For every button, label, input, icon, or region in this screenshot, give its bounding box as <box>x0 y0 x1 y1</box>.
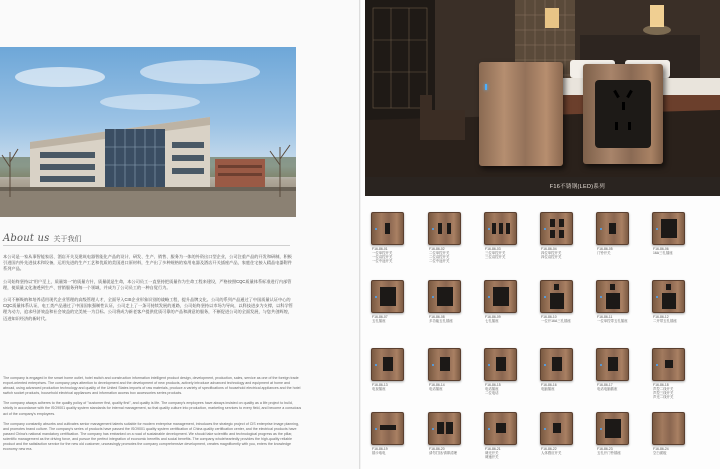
switch-panel-image <box>428 348 461 381</box>
led-indicator-icon <box>432 228 434 230</box>
rocker-key-icon <box>447 223 451 234</box>
rocker-key-icon <box>610 284 615 290</box>
product-code: F16-86-23 <box>597 447 613 451</box>
socket-face-icon <box>437 287 453 306</box>
socket-face-icon <box>380 287 396 306</box>
socket-face-icon <box>661 219 677 238</box>
rocker-key-icon <box>554 284 559 290</box>
product-code: F16-86-04 <box>541 247 557 251</box>
product-description: 电话插座 <box>429 387 443 391</box>
led-indicator-icon <box>488 228 490 230</box>
product-code: F16-86-07 <box>372 315 388 319</box>
led-indicator-icon <box>656 296 658 298</box>
product-code: F16-86-17 <box>597 383 613 387</box>
socket-face-icon <box>605 419 621 438</box>
switch-panel-image <box>540 412 573 445</box>
product-description: 二开带五孔插座 <box>653 319 677 323</box>
led-indicator-icon <box>656 364 658 366</box>
led-indicator-icon <box>544 228 546 230</box>
socket-face-icon <box>606 293 620 309</box>
switch-panel-image <box>428 412 461 445</box>
product-code: F16-86-05 <box>597 247 613 251</box>
socket-face-icon <box>550 293 564 309</box>
about-paragraph-cn: 公司不断吸纳和培养适用现代企业管理的高级管理人才，全面导入CIS企业形象识别的战略工程，提升品牌文化。公司的系列产品通过了中国质量认证中心的CQC质量体系认证，电工类产品通过了中国国家强制性认证，公司走上了一条可持续发展的道路，公司始终坚持以市场为导向，以科技进步为支撑，以科学管理为动力，追求经济效益和社会效益的完美统一为目标。公司将成为新老客户提供优质可靠的产品和满意的服务，不断促进公司的全面发展，与您共创辉煌，迈进知识经济的新时代。 <box>3 297 293 321</box>
rocker-key-icon <box>550 219 555 227</box>
socket-hole-icon <box>626 90 633 98</box>
socket-hole-icon <box>615 122 618 130</box>
led-indicator-icon <box>600 296 602 298</box>
product-code: F16-86-06 <box>653 247 669 251</box>
switch-panel-image <box>484 348 517 381</box>
product-description: 电话插座 二位电话 <box>485 387 499 396</box>
rocker-key-icon <box>550 230 555 238</box>
about-heading-en: About us <box>3 233 50 244</box>
product-description: 五孔开门铃插座 <box>597 451 621 455</box>
switch-panel-image <box>371 212 404 245</box>
product-description: 16A三孔插座 <box>653 251 673 255</box>
product-code: F16-86-14 <box>429 383 445 387</box>
switch-panel-image <box>652 348 685 381</box>
led-indicator-icon <box>375 428 377 430</box>
product-code: F16-86-22 <box>541 447 557 451</box>
series-title-bar <box>365 177 720 196</box>
product-code: F16-86-08 <box>429 315 445 319</box>
switch-panel-image <box>540 348 573 381</box>
product-description: 七孔插座 <box>485 319 499 323</box>
about-text-chinese <box>3 254 293 328</box>
heading-divider <box>3 245 290 246</box>
card-slot-icon <box>380 425 396 430</box>
switch-panel-image <box>596 280 629 313</box>
product-description: 一位单控带五孔插座 <box>597 319 628 323</box>
switch-panel-image <box>652 212 685 245</box>
socket-face <box>595 80 651 148</box>
switch-panel-image <box>371 348 404 381</box>
product-description: 一位开16A三孔插座 <box>541 319 571 323</box>
product-description: 电话电脑插座 <box>597 387 618 391</box>
led-indicator-icon <box>600 228 602 230</box>
led-indicator-icon <box>488 296 490 298</box>
bell-button-icon <box>609 223 616 234</box>
switch-panel-image <box>540 280 573 313</box>
sensor-icon <box>665 360 673 368</box>
switch-panel-image <box>428 280 461 313</box>
led-indicator-icon <box>485 84 487 90</box>
product-code: F16-86-18 <box>653 383 669 387</box>
company-building-photo <box>0 47 296 217</box>
product-description: 调光开关 调速开关 <box>485 451 499 460</box>
rocker-key-icon <box>506 223 510 234</box>
switch-panel-image <box>371 280 404 313</box>
product-description: 一位单控开关 一位双控开关 一位中途开关 <box>372 251 393 264</box>
rocker-key-icon <box>559 230 564 238</box>
led-indicator-icon <box>375 296 377 298</box>
product-description: 门铃开关 <box>597 251 611 255</box>
rocker-key-icon <box>385 223 390 234</box>
featured-socket-panel <box>583 64 663 164</box>
led-indicator-icon <box>600 428 602 430</box>
switch-panel-image <box>596 212 629 245</box>
jack-face-icon <box>608 357 618 371</box>
product-code: F16-86-24 <box>653 447 669 451</box>
about-paragraph-en: The company is engaged in the smart home outlet, hotel switch and construction information intelligent product design, development, production, sales, service as one of the foreign trade export-oriented enterprises. The company pays attention to development and the development of new products, actively introduce advanced technology and equipment at home and abroad, using advanced production technology and quality of the United States imports of raw materials, produce a variety of specifications of household electrical appliances and the hotel switch socket products, household electrical appliances and information access box accessories series products. <box>3 376 301 396</box>
product-description: 二位单控开关 二位双控开关 二位中途开关 <box>429 251 450 264</box>
about-text-english <box>3 376 303 457</box>
product-description: 五孔插座 <box>372 319 386 323</box>
switch-panel-image <box>596 348 629 381</box>
led-indicator-icon <box>656 228 658 230</box>
product-description: 四位单控开关 四位双控开关 <box>541 251 562 260</box>
product-code: F16-86-01 <box>372 247 388 251</box>
rocker-key-icon <box>666 284 671 290</box>
led-indicator-icon <box>488 428 490 430</box>
product-code: F16-86-19 <box>372 447 388 451</box>
rocker-key-icon <box>438 223 442 234</box>
led-indicator-icon <box>432 296 434 298</box>
product-code: F16-86-10 <box>541 315 557 319</box>
switch-panel-image <box>652 280 685 313</box>
cleanup-key-icon <box>446 422 453 434</box>
led-indicator-icon <box>432 364 434 366</box>
dnd-key-icon <box>437 422 444 434</box>
product-description: 声控二线开关 声控三线开关 声光二线开关 <box>653 387 674 400</box>
socket-hole-icon <box>628 122 631 130</box>
product-code: F16-86-16 <box>541 383 557 387</box>
socket-face-icon <box>662 293 676 309</box>
product-description: 多功能五孔插座 <box>429 319 453 323</box>
rocker-key-icon <box>499 223 503 234</box>
product-description: 三位单控开关 三位双控开关 <box>485 251 506 260</box>
product-code: F16-86-12 <box>653 315 669 319</box>
rocker-key-icon <box>492 223 496 234</box>
product-description: 电视插座 <box>372 387 386 391</box>
led-indicator-icon <box>600 364 602 366</box>
product-code: F16-86-11 <box>597 315 613 319</box>
switch-panel-image <box>596 412 629 445</box>
jack-face-icon <box>440 357 450 371</box>
led-indicator-icon <box>375 364 377 366</box>
switch-panel-image <box>428 212 461 245</box>
switch-panel-image <box>484 280 517 313</box>
product-code: F16-86-15 <box>485 383 501 387</box>
product-code: F16-86-20 <box>429 447 445 451</box>
about-paragraph-cn: 本公司是一家从事智能家居、酒店开关及建筑电器智能化产品的设计、研发、生产、销售、服务为一体的外资出口型企业，公司注重产品的开发和研制，积极引进国内外先进技术和设备，运用先进的生产工艺和优质的美国进口原材料，生产出了多种规格的家用电器及酒店开关插座产品，家庭住宅接入精品电器附件系列产品。 <box>3 254 292 272</box>
led-indicator-icon <box>375 228 377 230</box>
product-code: F16-86-21 <box>485 447 501 451</box>
product-description: 电脑插座 <box>541 387 555 391</box>
led-indicator-icon <box>432 428 434 430</box>
about-heading-cn: 关于我们 <box>53 236 82 243</box>
socket-face-icon <box>493 287 509 306</box>
led-indicator-icon <box>544 428 546 430</box>
socket-hole-icon <box>622 102 625 110</box>
led-indicator-icon <box>544 296 546 298</box>
product-description: 空白面板 <box>653 451 667 455</box>
jack-face-icon <box>496 357 506 371</box>
product-code: F16-86-13 <box>372 383 388 387</box>
product-code: F16-86-03 <box>485 247 501 251</box>
switch-panel-image <box>540 212 573 245</box>
about-paragraph-cn: 公司始终坚持以“用户至上，质量第一”的质量方针，质量就是生命，本公司员工一直坚持把质量作为生命工程来建设，严格按照CQC质量体系标准进行内部管理，使质量文化渗透到生产、营销服务到每一个领域，并成为了公司员工的一种自觉行为。 <box>3 278 292 290</box>
switch-panel-image <box>484 212 517 245</box>
switch-panel-image <box>652 412 685 445</box>
motion-sensor-icon <box>553 423 561 433</box>
product-description: 插卡取电 <box>372 451 386 455</box>
about-paragraph-en: The company constantly absorbs and cultivates senior management talents suitable for modern enterprise management, introduces the strategic project of CIS enterprise image planning, and promotes brand culture. The company's series of products have passed the ISO9001 quality system certification of China quality certification center, and the electrical products have passed China's national mandatory certification. The company has embarked on a road of sustainable development. We should take scientific and technological progress as the pillar, scientific management as the driving force, and pursue the perfect integration of economic benefits and social benefits. The company wholeheartedly provides the high-quality reliable product and the satisfaction service for the new old customer, unceasingly promotes the company comprehensive development, creates magnificently with you, enters the knowledge economy new era. <box>3 421 300 452</box>
product-code: F16-86-02 <box>429 247 445 251</box>
about-heading <box>3 233 81 244</box>
product-description: 请勿打扰/请即清理 <box>429 451 458 455</box>
featured-switch-panel <box>479 62 563 166</box>
series-title: F16不锈钢(LED)系列 <box>549 184 605 190</box>
dimmer-knob-icon <box>496 423 506 433</box>
about-paragraph-en: The company always adheres to the quality policy of "customer first, quality first", and quality is life. The company's employees have always insisted on quality as a life project to build, strictly in accordance with the ISO9001 quality system standards for internal management, so that quality culture into production, marketing services to every field, and become a conscious act of the company's employees. <box>3 401 302 416</box>
product-description: 人体感应开关 <box>541 451 562 455</box>
rocker-key-icon <box>559 219 564 227</box>
switch-panel-image <box>371 412 404 445</box>
switch-panel-image <box>484 412 517 445</box>
led-indicator-icon <box>488 364 490 366</box>
led-indicator-icon <box>544 364 546 366</box>
socket-hole-icon <box>613 90 620 98</box>
jack-face-icon <box>552 357 562 371</box>
product-code: F16-86-09 <box>485 315 501 319</box>
jack-face-icon <box>383 357 393 371</box>
